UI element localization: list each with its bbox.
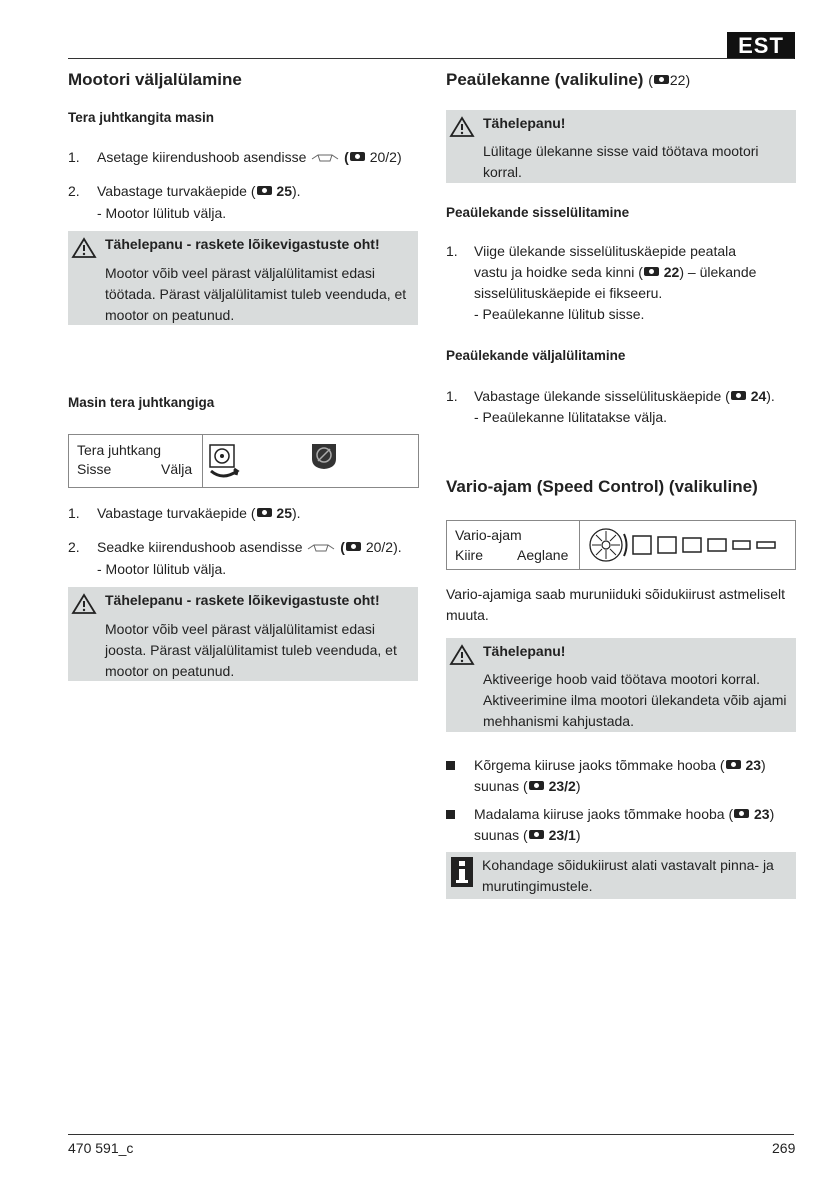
blade-lever-table: [68, 434, 419, 488]
subheading-drive-on: Peaülekande sisselülitamine: [446, 205, 630, 220]
warning-triangle-icon: [449, 116, 475, 138]
step-item: [446, 241, 796, 322]
step-result: - Peaülekanne lülitub sisse.: [474, 306, 645, 322]
warning-text: Mootor võib veel pärast väljalülitamist edasi töötada. Pärast väljalülitamist tuleb veenduda, et mootor on peatunud.: [105, 265, 407, 323]
warning-text: Mootor võib veel pärast väljalülitamist edasi joosta. Pärast väljalülitamist tuleb veenduda, et mootor on peatunud.: [105, 621, 397, 679]
step-text: Vabastage ülekande sisselülituskäepide ( 24). - Peaülekanne lülitatakse välja.: [474, 386, 775, 428]
figure-ref-icon: [529, 781, 544, 790]
step-number: 1.: [446, 243, 458, 259]
subheading-no-blade-lever: Tera juhtkangita masin: [68, 110, 215, 125]
warning-title: Tähelepanu!: [483, 643, 566, 659]
bullet-icon: [446, 810, 455, 819]
header-rule: [68, 58, 794, 59]
step-text-end: ).: [291, 183, 301, 199]
warning-title: Tähelepanu - raskete lõikevigastuste oht!: [105, 592, 380, 608]
blade-disengaged-icon: [309, 441, 339, 471]
footer-rule: [68, 1134, 794, 1135]
section-title-vario-drive: Vario-ajam (Speed Control) (valikuline): [446, 477, 758, 496]
step-number: 2.: [68, 183, 80, 199]
step-text: Vabastage turvakäepide (: [97, 183, 256, 199]
warning-triangle-icon: [71, 237, 97, 259]
step-text: Asetage kiirendushoob asendisse: [97, 149, 307, 165]
step-item: 1. Asetage kiirendushoob asendisse ( 20/2): [68, 149, 402, 165]
step-number: 1.: [68, 505, 80, 521]
figure-ref: 20/2).: [365, 539, 402, 555]
step-number: 1.: [68, 149, 80, 165]
figure-ref-icon: [257, 508, 272, 517]
figure-ref-icon: [731, 391, 746, 400]
table-fast-label: Kiire: [455, 547, 484, 563]
table-on-label: Sisse: [77, 461, 112, 477]
figure-ref: 23: [745, 757, 762, 773]
figure-ref-icon: [350, 152, 365, 161]
list-item: Kõrgema kiiruse jaoks tõmmake hooba ( 23) suunas ( 23/2): [446, 755, 796, 797]
figure-ref: 20/2): [369, 149, 402, 165]
figure-ref: 23/1: [548, 827, 576, 843]
figure-ref: 24: [750, 388, 767, 404]
list-item: Madalama kiiruse jaoks tõmmake hooba ( 23) suunas ( 23/1): [446, 804, 796, 846]
step-text-end: ).: [291, 505, 301, 521]
warning-box: [68, 231, 418, 325]
speed-scale-icon: [587, 526, 787, 564]
warning-box: [446, 110, 796, 183]
figure-ref: 22: [663, 264, 680, 280]
page-number: 269: [772, 1140, 796, 1156]
bullet-icon: [446, 761, 455, 770]
table-label-cell: [447, 521, 580, 569]
figure-ref: 23: [754, 806, 770, 822]
step-number: 1.: [446, 388, 458, 404]
warning-box: [446, 638, 796, 732]
throttle-lever-icon: [310, 153, 340, 163]
info-icon: [451, 857, 473, 887]
figure-ref: 23/2: [548, 778, 576, 794]
warning-text: Lülitage ülekanne sisse vaid töötava mootori korral.: [483, 143, 759, 180]
figure-ref: 25: [276, 505, 292, 521]
subheading-drive-off: Peaülekande väljalülitamine: [446, 348, 626, 363]
warning-triangle-icon: [71, 593, 97, 615]
table-slow-label: Aeglane: [517, 547, 569, 563]
section-title-main-drive: Peaülekanne (valikuline) ( 22): [446, 70, 691, 89]
table-label: Tera juhtkang: [77, 442, 162, 458]
step-item: 2. Seadke kiirendushoob asendisse ( 20/2). - Mootor lülitub välja.: [68, 537, 418, 558]
step-text: Vabastage turvakäepide (: [97, 505, 256, 521]
step-text: Seadke kiirendushoob asendisse: [97, 539, 303, 555]
warning-text: Aktiveerige hoob vaid töötava mootori korral. Aktiveerimine ilma mootori ülekandeta võib ajami mehhanismi kahjustada.: [483, 671, 787, 729]
step-text: Viige ülekande sisselülituskäepide peatala vastu ja hoidke seda kinni ( 22) – ülekande sisselülituskäepide ei fikseeru. - Peaülekanne lülitub sisse.: [474, 241, 756, 325]
step-number: 2.: [68, 539, 80, 555]
step-item: [68, 181, 418, 221]
table-label-cell: [69, 435, 203, 487]
table-off-label: Välja: [161, 461, 193, 477]
step-result: - Mootor lülitub välja.: [97, 561, 227, 577]
warning-title: Tähelepanu - raskete lõikevigastuste oht!: [105, 236, 380, 252]
figure-ref-icon: [734, 809, 749, 818]
vario-drive-table: [446, 520, 796, 570]
step-item: [68, 503, 418, 524]
figure-ref-icon: [529, 830, 544, 839]
info-text: Kohandage sõidukiirust alati vastavalt pinna- ja murutingimustele.: [482, 857, 774, 894]
step-result: - Peaülekanne lülitatakse välja.: [474, 409, 668, 425]
figure-ref-icon: [257, 186, 272, 195]
figure-ref-icon: [644, 267, 659, 276]
step-item: [446, 386, 796, 425]
figure-ref: 22): [669, 72, 691, 88]
info-box: [446, 852, 796, 899]
figure-ref: 25: [276, 183, 292, 199]
figure-ref-icon: [726, 760, 741, 769]
step-result: - Mootor lülitub välja.: [97, 205, 227, 221]
figure-ref-icon: [346, 542, 361, 551]
subheading-with-blade-lever: Masin tera juhtkangiga: [68, 395, 215, 410]
table-label: Vario-ajam: [455, 527, 522, 543]
vario-description: Vario-ajamiga saab muruniiduki sõidukiirust astmeliselt muuta.: [446, 586, 785, 623]
language-badge: EST: [727, 32, 795, 59]
blade-engaged-icon: [207, 443, 243, 481]
warning-box: [68, 587, 418, 681]
warning-triangle-icon: [449, 644, 475, 666]
section-title-motor-off: Mootori väljalülamine: [68, 70, 242, 89]
document-number: 470 591_c: [68, 1140, 134, 1156]
throttle-lever-icon: [306, 543, 336, 553]
figure-ref-icon: [654, 75, 669, 84]
warning-title: Tähelepanu!: [483, 115, 566, 131]
